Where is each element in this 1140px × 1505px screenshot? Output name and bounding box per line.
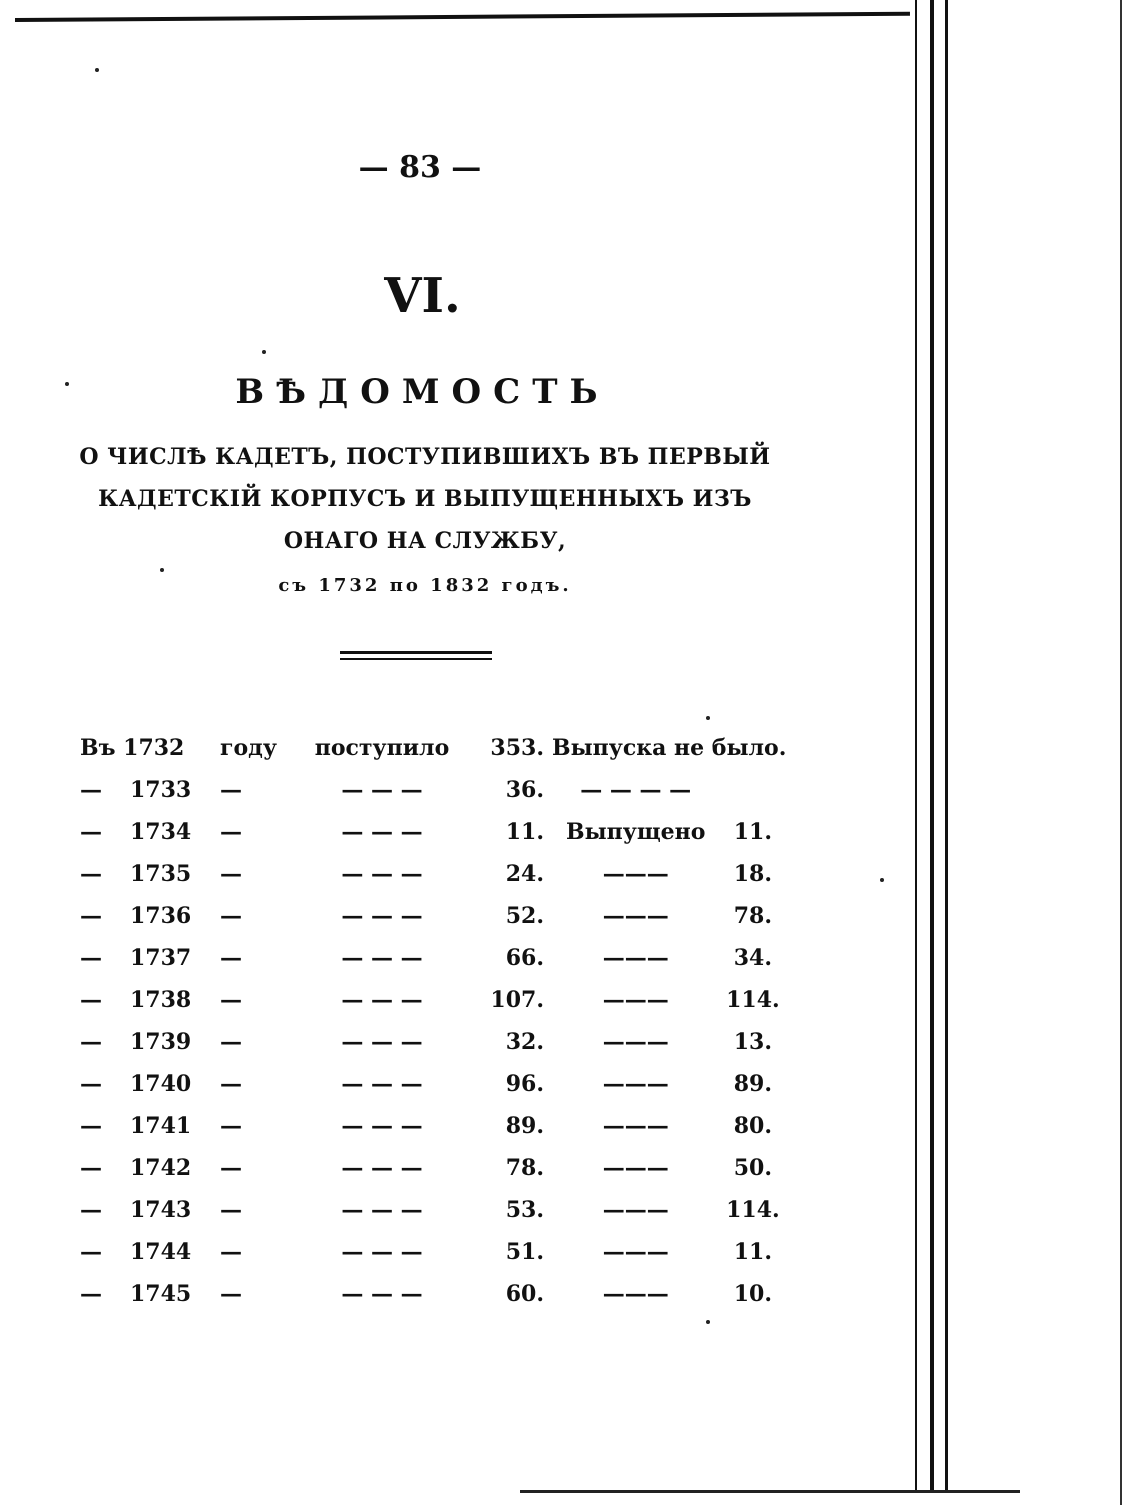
admitted-cell: 78. (505, 1155, 544, 1181)
row-dash-cell: — (80, 1281, 102, 1307)
verb-dash-cell: — — — (341, 1197, 423, 1223)
unit-dash-cell: — (220, 1155, 242, 1181)
release-label-cell: ——— (602, 987, 669, 1013)
verb-cell: поступило (314, 735, 450, 761)
row-dash-cell: — (80, 777, 102, 803)
unit-dash-cell: — (220, 903, 242, 929)
year-cell: 1736 (130, 903, 192, 929)
bottom-border-rule (520, 1490, 1020, 1493)
page-edge-line (945, 0, 948, 1490)
admitted-cell: 53. (505, 1197, 544, 1223)
released-cell: 11. (733, 819, 773, 845)
admitted-cell: 51. (505, 1239, 544, 1265)
release-label-cell: ——— (602, 1113, 669, 1139)
unit-dash-cell: — (220, 819, 242, 845)
year-cell: 1744 (130, 1239, 192, 1265)
table-row (80, 1189, 786, 1231)
first-year-cell: Въ 1732 (80, 735, 185, 761)
page-edge-line (1120, 0, 1122, 1505)
verb-dash-cell: — — — (341, 945, 423, 971)
unit-dash-cell: — (220, 861, 242, 887)
admission-table (80, 727, 786, 1315)
year-cell: 1741 (130, 1113, 192, 1139)
table-row (80, 853, 786, 895)
row-dash-cell: — (80, 819, 102, 845)
released-cell: 80. (733, 1113, 773, 1139)
release-label-cell: Выпущено (565, 819, 706, 845)
year-cell: 1734 (130, 819, 192, 845)
release-label-cell: ——— (602, 1281, 669, 1307)
subtitle-line: ОНАГО НА СЛУЖБУ, (283, 528, 567, 554)
verb-dash-cell: — — — (341, 819, 423, 845)
verb-dash-cell: — — — (341, 1113, 423, 1139)
unit-dash-cell: — (220, 1281, 242, 1307)
released-cell: 114. (726, 1197, 780, 1223)
document-subtitle (75, 436, 775, 562)
row-dash-cell: — (80, 861, 102, 887)
unit-dash-cell: — (220, 1239, 242, 1265)
print-speck (160, 568, 164, 572)
released-cell: 89. (733, 1071, 773, 1097)
table-row (80, 1231, 786, 1273)
table-row (80, 937, 786, 979)
verb-dash-cell: — — — (341, 1239, 423, 1265)
admitted-cell: 24. (505, 861, 544, 887)
admitted-cell: 36. (505, 777, 544, 803)
release-note-cell: Выпуска не было. (552, 735, 787, 761)
row-dash-cell: — (80, 1113, 102, 1139)
admitted-cell: 353. (490, 735, 544, 761)
print-speck (880, 878, 884, 882)
page-edge-line (930, 0, 934, 1490)
released-cell: 18. (733, 861, 773, 887)
print-speck (706, 716, 710, 720)
year-cell: 1740 (130, 1071, 192, 1097)
page-edge-line (915, 0, 917, 1490)
year-cell: 1733 (130, 777, 192, 803)
table-row (80, 1105, 786, 1147)
unit-dash-cell: — (220, 1113, 242, 1139)
table-row (80, 727, 786, 769)
year-cell: 1737 (130, 945, 192, 971)
released-cell (719, 769, 786, 811)
release-label-cell: ——— (602, 861, 669, 887)
row-dash-cell: — (80, 903, 102, 929)
unit-dash-cell: — (220, 1197, 242, 1223)
table-row (80, 1147, 786, 1189)
verb-dash-cell: — — — (341, 987, 423, 1013)
admitted-cell: 107. (490, 987, 544, 1013)
verb-dash-cell: — — — (341, 861, 423, 887)
released-cell: 34. (733, 945, 773, 971)
subtitle-line: О ЧИСЛѢ КАДЕТЪ, ПОСТУПИВШИХЪ ВЪ ПЕРВЫЙ (79, 444, 771, 470)
row-dash-cell: — (80, 1029, 102, 1055)
release-label-cell: ——— (602, 1029, 669, 1055)
print-speck (262, 350, 266, 354)
unit-dash-cell: — (220, 945, 242, 971)
year-cell: 1743 (130, 1197, 192, 1223)
admitted-cell: 96. (505, 1071, 544, 1097)
unit-dash-cell: — (220, 1029, 242, 1055)
table-row (80, 979, 786, 1021)
released-cell: 50. (733, 1155, 773, 1181)
admitted-cell: 52. (505, 903, 544, 929)
released-cell: 78. (733, 903, 773, 929)
page-number: — 83 — (358, 150, 482, 185)
release-label-cell: — — — — (580, 777, 692, 803)
released-cell: 11. (733, 1239, 773, 1265)
double-rule-divider (340, 651, 492, 660)
print-speck (706, 1320, 710, 1324)
row-dash-cell: — (80, 987, 102, 1013)
verb-dash-cell: — — — (341, 1281, 423, 1307)
print-speck (65, 382, 69, 386)
verb-dash-cell: — — — (341, 903, 423, 929)
admitted-cell: 89. (505, 1113, 544, 1139)
unit-cell: году (220, 735, 277, 761)
year-cell: 1735 (130, 861, 192, 887)
table-row (80, 1273, 786, 1315)
row-dash-cell: — (80, 1155, 102, 1181)
section-number: VI. (384, 268, 461, 324)
verb-dash-cell: — — — (341, 1071, 423, 1097)
subtitle-line: КАДЕТСКІЙ КОРПУСЪ И ВЫПУЩЕННЫХЪ ИЗЪ (98, 486, 752, 512)
print-speck (95, 68, 99, 72)
year-cell: 1738 (130, 987, 192, 1013)
unit-dash-cell: — (220, 987, 242, 1013)
released-cell: 114. (726, 987, 780, 1013)
table-row (80, 895, 786, 937)
unit-dash-cell: — (220, 1071, 242, 1097)
table-row (80, 1063, 786, 1105)
release-label-cell: ——— (602, 1239, 669, 1265)
table-row (80, 1021, 786, 1063)
year-cell: 1739 (130, 1029, 192, 1055)
year-cell: 1742 (130, 1155, 192, 1181)
period-line: съ 1732 по 1832 годъ. (278, 575, 572, 596)
row-dash-cell: — (80, 1197, 102, 1223)
unit-dash-cell: — (220, 777, 242, 803)
verb-dash-cell: — — — (341, 1155, 423, 1181)
row-dash-cell: — (80, 945, 102, 971)
row-dash-cell: — (80, 1071, 102, 1097)
admitted-cell: 66. (505, 945, 544, 971)
release-label-cell: ——— (602, 945, 669, 971)
top-border-rule (15, 12, 910, 22)
document-heading: ВѢДОМОСТЬ (235, 372, 610, 412)
release-label-cell: ——— (602, 1155, 669, 1181)
row-dash-cell: — (80, 1239, 102, 1265)
verb-dash-cell: — — — (341, 777, 423, 803)
release-label-cell: ——— (602, 1197, 669, 1223)
admitted-cell: 11. (505, 819, 544, 845)
verb-dash-cell: — — — (341, 1029, 423, 1055)
release-label-cell: ——— (602, 903, 669, 929)
release-label-cell: ——— (602, 1071, 669, 1097)
table-row (80, 769, 786, 811)
table-row (80, 811, 786, 853)
admitted-cell: 32. (505, 1029, 544, 1055)
released-cell: 13. (733, 1029, 773, 1055)
admitted-cell: 60. (505, 1281, 544, 1307)
released-cell: 10. (733, 1281, 773, 1307)
year-cell: 1745 (130, 1281, 192, 1307)
